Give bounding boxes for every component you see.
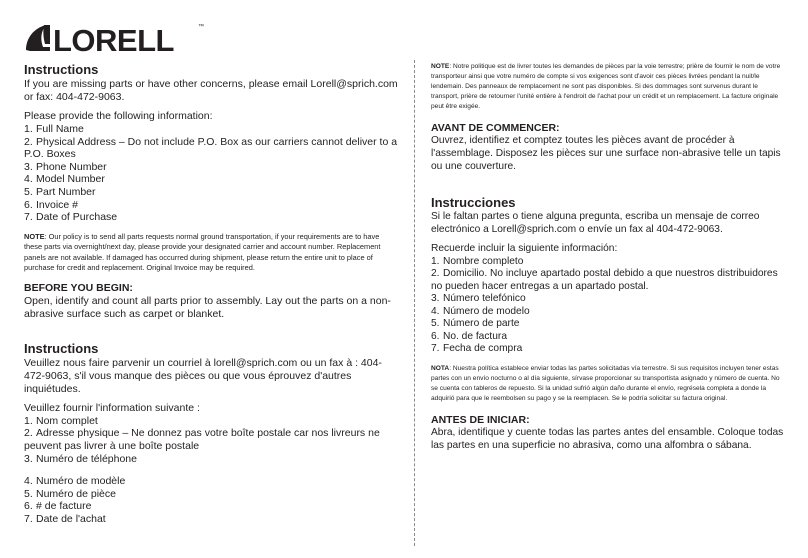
fr-intro: Veuillez nous faire parvenir un courriel à lorell@sprich.com ou un fax à : 404-472-9063, s'il vous manque des pièces ou que vous éprouvez d'autres inquiétudes.	[24, 356, 382, 395]
list-item: 5. Número de parte	[431, 318, 520, 330]
list-item: 3. Número telefónico	[431, 293, 526, 305]
french-note-section	[431, 62, 786, 173]
fr-info-list-a	[24, 415, 398, 465]
en-intro: If you are missing parts or have other concerns, please email Lorell@sprich.com or fax: 404-472-9063.	[24, 78, 398, 103]
logo-text: LORELL	[53, 23, 174, 56]
fr-before-text: Ouvrez, identifiez et comptez toutes les pièces avant de procéder à l'assemblage. Disposez les pièces sur une surface non-abrasive telle un tapis ou une couverture.	[431, 135, 781, 172]
en-info-list	[24, 123, 398, 224]
en-before-heading: BEFORE YOU BEGIN:	[24, 281, 133, 294]
column-divider	[414, 60, 415, 546]
es-note-text: : Nuestra política establece enviar todas las partes solicitadas vía terrestre. Si sus requisitos incluyen tener estas partes con un envío nocturno o al día siguiente, sírvase proporcionar su transportista asignado y número de cuenta. No se cuenta con tableros de repuesto. Si la unidad sufrió algún daño durante el envío, regrésela completa a donde la adquirió para que le reembolsen su pago y se la reemplacen. Se le podría solicitar su factura original.	[431, 364, 780, 402]
list-item: 3. Phone Number	[24, 160, 107, 173]
es-before-heading: ANTES DE INICIAR:	[431, 413, 530, 426]
es-provide: Recuerde incluir la siguiente información:	[431, 242, 618, 254]
list-item: 4. Model Number	[24, 173, 105, 186]
list-item: 6. Invoice #	[24, 198, 79, 211]
list-item: 4. Numéro de modèle	[24, 475, 126, 488]
es-before-text: Abra, identifique y cuente todas las partes antes del ensamble. Coloque todas las partes en una superficie no abrasiva, como una alfombra o sábana.	[431, 426, 784, 451]
fr-note-text: : Notre politique est de livrer toutes les demandes de pièces par la voie terrestre; prière de fournir le nom de votre transporteur ainsi que votre numéro de compte si vos exigences sont d'avoir ces pièces livrées pendant la nuit/le lendemain. Des panneaux de remplacement ne sont pas disponibles. Si des dommages sont survenus durant le transport, prière de retourner l'unité entière à l'endroit de l'achat pour un crédit et un remplacement. La facture originale peut être exigée.	[431, 63, 781, 110]
list-item: 5. Numéro de pièce	[24, 487, 116, 500]
list-item: 2. Domicilio. No incluye apartado postal debido a que nuestros distribuidores no pueden hacer entregas a un apartado postal.	[431, 268, 778, 292]
list-item: 6. # de facture	[24, 500, 92, 513]
es-intro: Si le faltan partes o tiene alguna pregunta, escriba un mensaje de correo electrónico a Lorell@sprich.com o envíe un fax al 404-472-9063.	[431, 211, 760, 236]
spanish-section	[431, 195, 786, 452]
list-item: 3. Numéro de téléphone	[24, 452, 137, 465]
en-note	[24, 232, 398, 274]
en-heading: Instructions	[24, 62, 99, 77]
list-item: 6. No. de factura	[431, 330, 507, 342]
es-note	[431, 364, 786, 404]
list-item: 7. Date of Purchase	[24, 211, 118, 224]
english-section	[24, 62, 398, 321]
list-item: 2. Physical Address – Do not include P.O. Box as our carriers cannot deliver to a P.O. Boxes	[24, 135, 398, 161]
list-item: 7. Fecha de compra	[431, 343, 523, 355]
right-column	[431, 62, 786, 452]
fr-info-list-b	[24, 475, 398, 525]
list-item: 5. Part Number	[24, 185, 96, 198]
list-item: 1. Nombre completo	[431, 255, 524, 267]
lorell-logo-mark-icon	[24, 20, 214, 56]
list-item: 4. Número de modelo	[431, 305, 530, 317]
fr-provide: Veuillez fournir l'information suivante :	[24, 401, 200, 414]
fr-note	[431, 62, 786, 112]
en-note-text: : Our policy is to send all parts requests normal ground transportation, if your requirements are to have these parts via overnight/next day, please provide your designated carrier and account number. Replacement panels are not available. If damaged has occurred during shipment, please return the entire unit to place of purchase for credit and replacement. Original Invoice may be required.	[24, 231, 381, 273]
left-column	[24, 62, 398, 526]
list-item: 7. Date de l'achat	[24, 512, 106, 525]
en-note-label: NOTE	[24, 231, 45, 241]
es-note-label: NOTA	[431, 364, 450, 372]
fr-heading: Instructions	[24, 340, 99, 356]
en-before-text: Open, identify and count all parts prior to assembly. Lay out the parts on a non-abrasive surface such as carpet or blanket.	[24, 294, 391, 320]
fr-note-label: NOTE	[431, 63, 450, 70]
lorell-logo	[24, 20, 214, 56]
en-provide: Please provide the following information:	[24, 110, 213, 122]
es-heading: Instrucciones	[431, 195, 516, 211]
french-section	[24, 341, 398, 526]
list-item: 1. Full Name	[24, 123, 84, 135]
list-item: 2. Adresse physique – Ne donnez pas votre boîte postale car nos livreurs ne peuvent pas livrer à une boîte postale	[24, 427, 380, 452]
es-info-list	[431, 256, 786, 356]
list-item: 1. Nom complet	[24, 414, 98, 427]
trademark-symbol: ™	[198, 24, 204, 30]
fr-before-heading: AVANT DE COMMENCER:	[431, 122, 560, 134]
